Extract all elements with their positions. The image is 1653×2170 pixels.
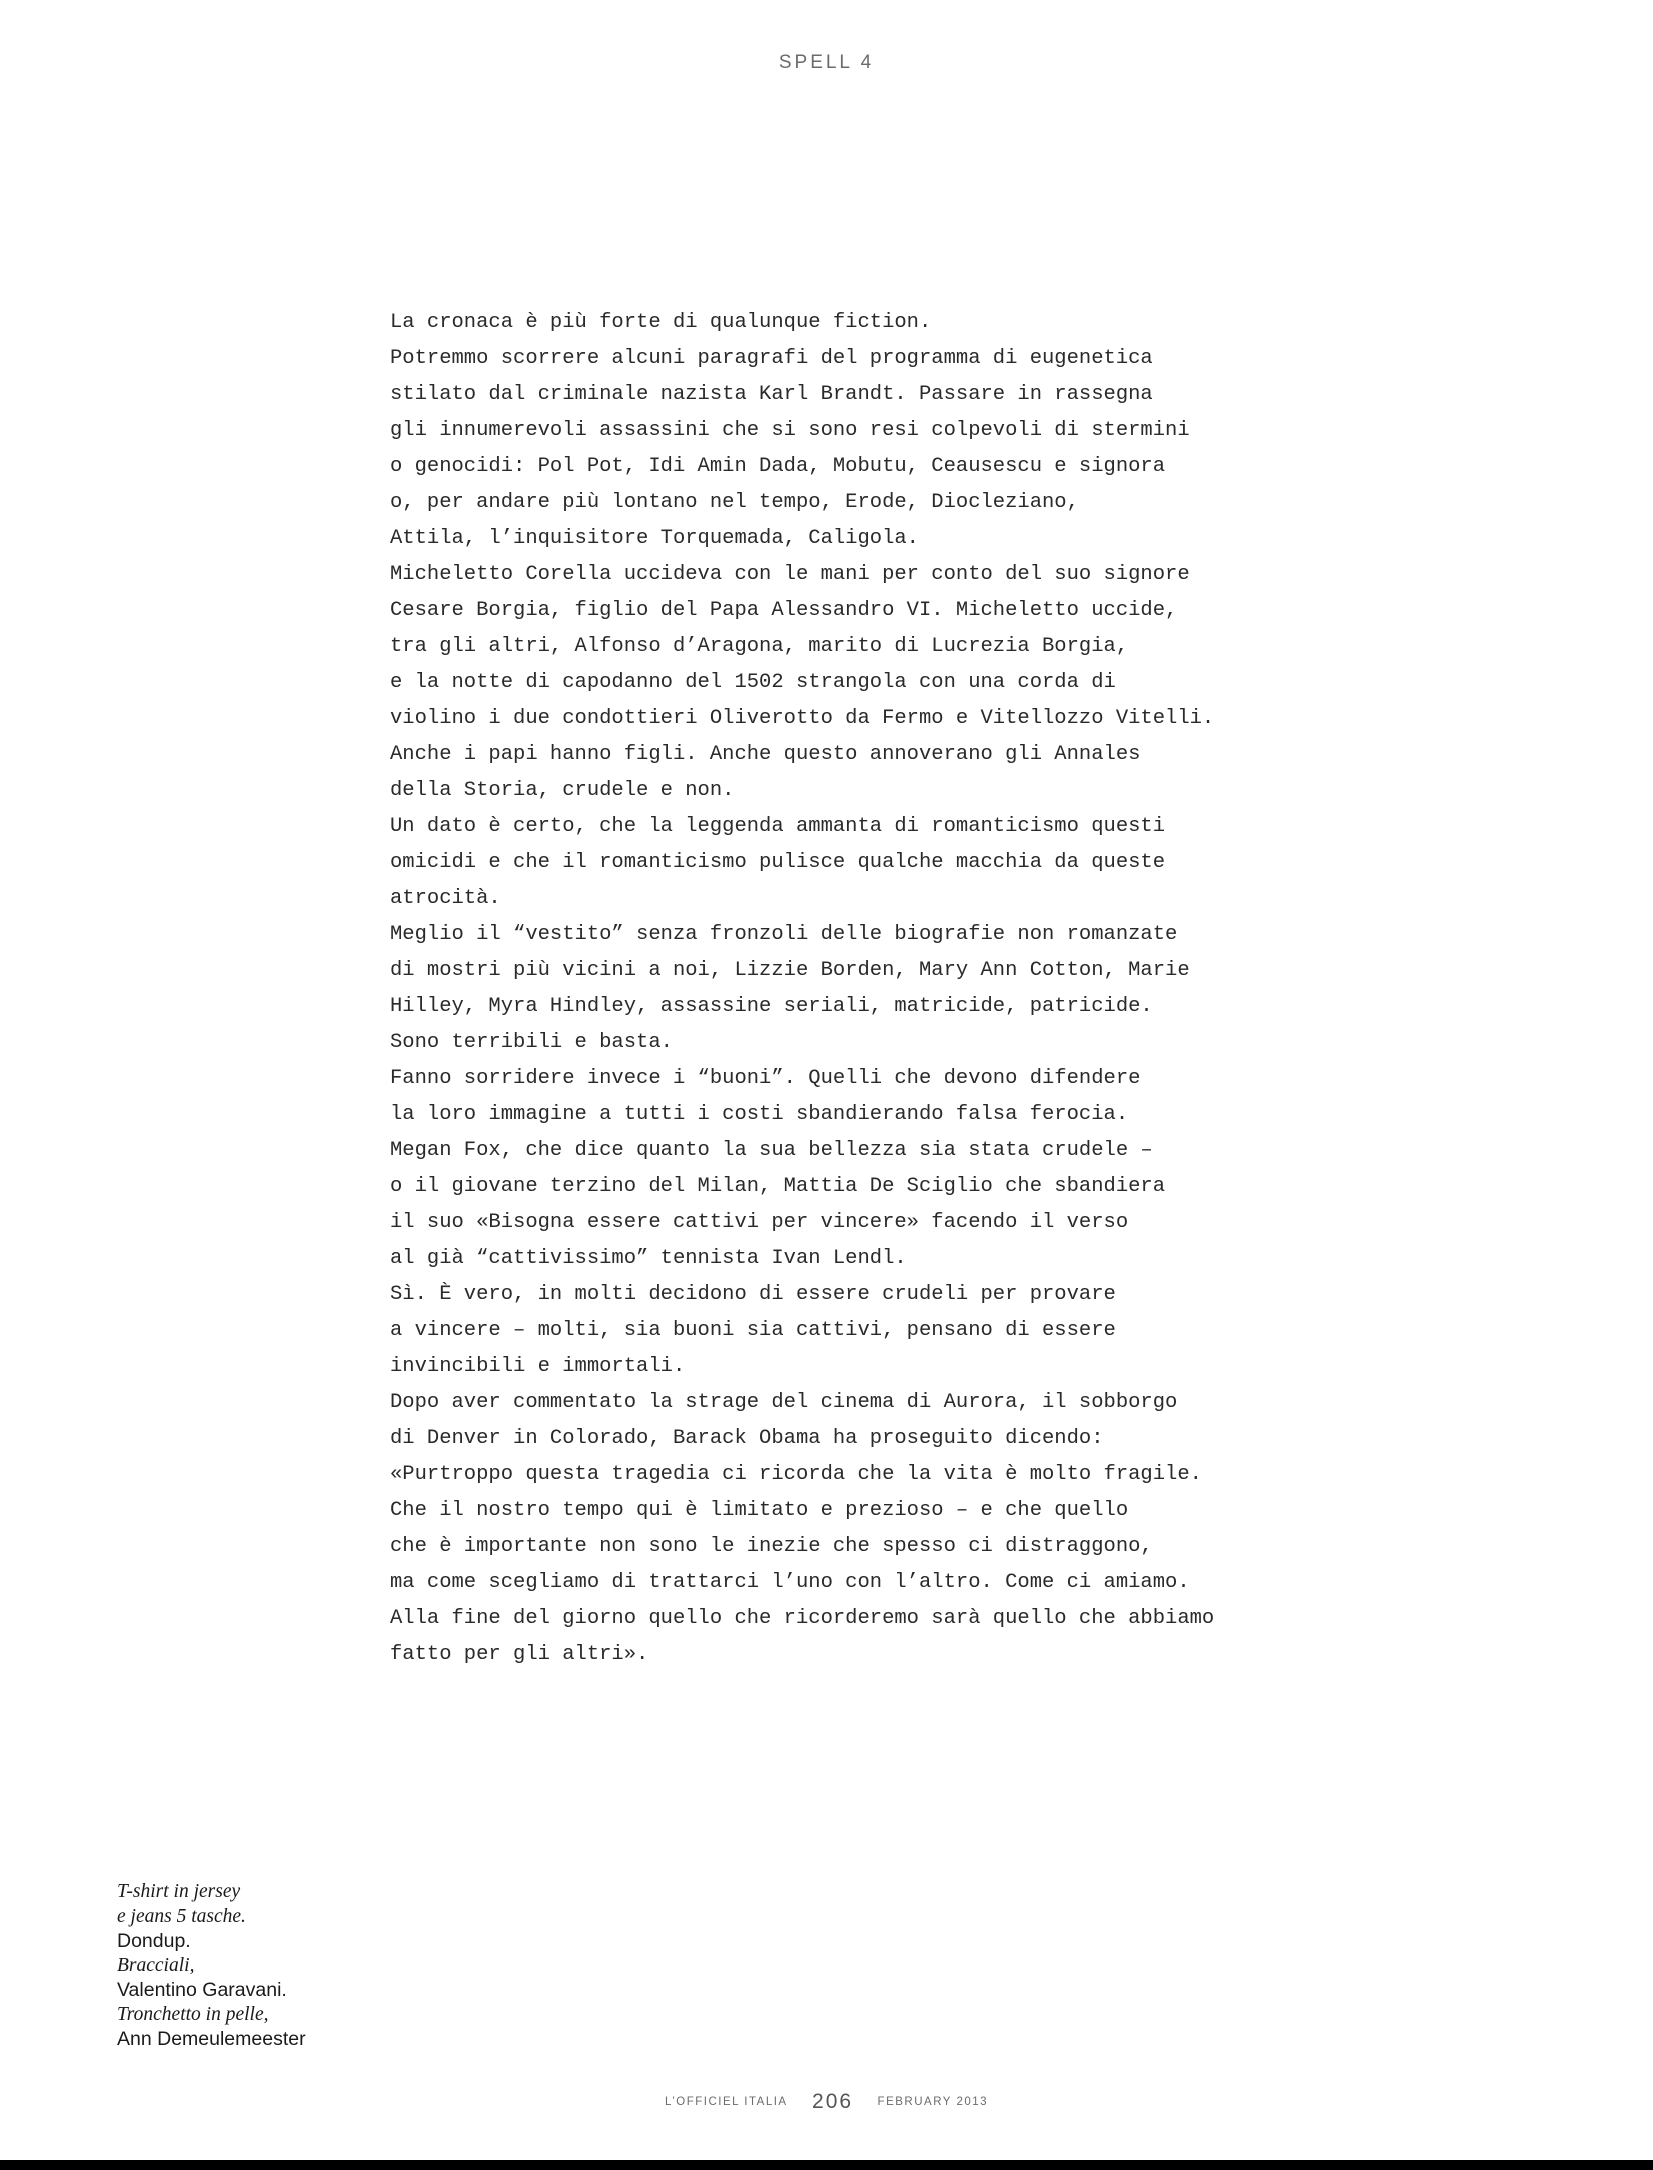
article-line: La cronaca è più forte di qualunque fiction. bbox=[390, 311, 932, 334]
bottom-edge-bar bbox=[0, 2160, 1653, 2170]
article-line: che è importante non sono le inezie che spesso ci distraggono, bbox=[390, 1535, 1153, 1558]
article-line: violino i due condottieri Oliverotto da Fermo e Vitellozzo Vitelli. bbox=[390, 707, 1215, 730]
article-line: il suo «Bisogna essere cattivi per vincere» facendo il verso bbox=[390, 1211, 1129, 1234]
article-line: fatto per gli altri». bbox=[390, 1643, 649, 1666]
article-line: Hilley, Myra Hindley, assassine seriali, matricide, patricide. bbox=[390, 995, 1153, 1018]
article-line: Megan Fox, che dice quanto la sua bellezza sia stata crudele – bbox=[390, 1139, 1153, 1162]
article-line: Sono terribili e basta. bbox=[390, 1031, 673, 1054]
credit-item-jeans: e jeans 5 tasche. bbox=[117, 1905, 246, 1927]
article-line: a vincere – molti, sia buoni sia cattivi, pensano di essere bbox=[390, 1319, 1116, 1342]
article-line: Attila, l’inquisitore Torquemada, Caligola. bbox=[390, 527, 919, 550]
article-line: Meglio il “vestito” senza fronzoli delle biografie non romanzate bbox=[390, 923, 1178, 946]
article-line: Cesare Borgia, figlio del Papa Alessandro VI. Micheletto uccide, bbox=[390, 599, 1178, 622]
article-line: «Purtroppo questa tragedia ci ricorda che la vita è molto fragile. bbox=[390, 1463, 1202, 1486]
article-line: la loro immagine a tutti i costi sbandierando falsa ferocia. bbox=[390, 1103, 1129, 1126]
article-line: o, per andare più lontano nel tempo, Erode, Diocleziano, bbox=[390, 491, 1079, 514]
article-line: Sì. È vero, in molti decidono di essere crudeli per provare bbox=[390, 1283, 1116, 1306]
article-line: ma come scegliamo di trattarci l’uno con l’altro. Come ci amiamo. bbox=[390, 1571, 1190, 1594]
article-line: stilato dal criminale nazista Karl Brandt. Passare in rassegna bbox=[390, 383, 1153, 406]
article-line: gli innumerevoli assassini che si sono resi colpevoli di stermini bbox=[390, 419, 1190, 442]
article-line: Potremmo scorrere alcuni paragrafi del programma di eugenetica bbox=[390, 347, 1153, 370]
article-line: omicidi e che il romanticismo pulisce qualche macchia da queste bbox=[390, 851, 1166, 874]
article-line: di mostri più vicini a noi, Lizzie Borden, Mary Ann Cotton, Marie bbox=[390, 959, 1190, 982]
credit-brand-valentino: Valentino Garavani. bbox=[117, 1979, 287, 2001]
article-line: Dopo aver commentato la strage del cinema di Aurora, il sobborgo bbox=[390, 1391, 1178, 1414]
article-line: Micheletto Corella uccideva con le mani per conto del suo signore bbox=[390, 563, 1190, 586]
page-number: 206 bbox=[812, 2090, 854, 2113]
page-footer bbox=[0, 2090, 1653, 2114]
article-line: Fanno sorridere invece i “buoni”. Quelli che devono difendere bbox=[390, 1067, 1141, 1090]
article-line: Anche i papi hanno figli. Anche questo annoverano gli Annales bbox=[390, 743, 1141, 766]
article-line: invincibili e immortali. bbox=[390, 1355, 686, 1378]
article-line: o il giovane terzino del Milan, Mattia De Sciglio che sbandiera bbox=[390, 1175, 1166, 1198]
article-line: o genocidi: Pol Pot, Idi Amin Dada, Mobutu, Ceausescu e signora bbox=[390, 455, 1166, 478]
fashion-credits-caption bbox=[117, 1880, 417, 2052]
article-line: di Denver in Colorado, Barack Obama ha proseguito dicendo: bbox=[390, 1427, 1104, 1450]
article-line: della Storia, crudele e non. bbox=[390, 779, 735, 802]
article-line: Alla fine del giorno quello che ricorderemo sarà quello che abbiamo bbox=[390, 1607, 1215, 1630]
credit-item-bracelets: Bracciali, bbox=[117, 1954, 195, 1976]
credit-item-tshirt: T-shirt in jersey bbox=[117, 1881, 241, 1902]
footer-magazine-name: L’OFFICIEL ITALIA bbox=[664, 2096, 788, 2108]
article-line: e la notte di capodanno del 1502 strangola con una corda di bbox=[390, 671, 1116, 694]
article-body bbox=[390, 305, 1290, 1673]
article-line: Che il nostro tempo qui è limitato e prezioso – e che quello bbox=[390, 1499, 1129, 1522]
credit-item-boots: Tronchetto in pelle, bbox=[117, 2003, 269, 2025]
article-line: tra gli altri, Alfonso d’Aragona, marito di Lucrezia Borgia, bbox=[390, 635, 1129, 658]
credit-brand-demeulemeester: Ann Demeulemeester bbox=[117, 2028, 306, 2050]
article-line: atrocità. bbox=[390, 887, 501, 910]
footer-issue-date: FEBRUARY 2013 bbox=[877, 2096, 989, 2108]
article-line: Un dato è certo, che la leggenda ammanta di romanticismo questi bbox=[390, 815, 1166, 838]
article-line: al già “cattivissimo” tennista Ivan Lendl. bbox=[390, 1247, 907, 1270]
credit-brand-dondup: Dondup. bbox=[117, 1930, 191, 1952]
running-head: SPELL 4 bbox=[778, 52, 875, 73]
